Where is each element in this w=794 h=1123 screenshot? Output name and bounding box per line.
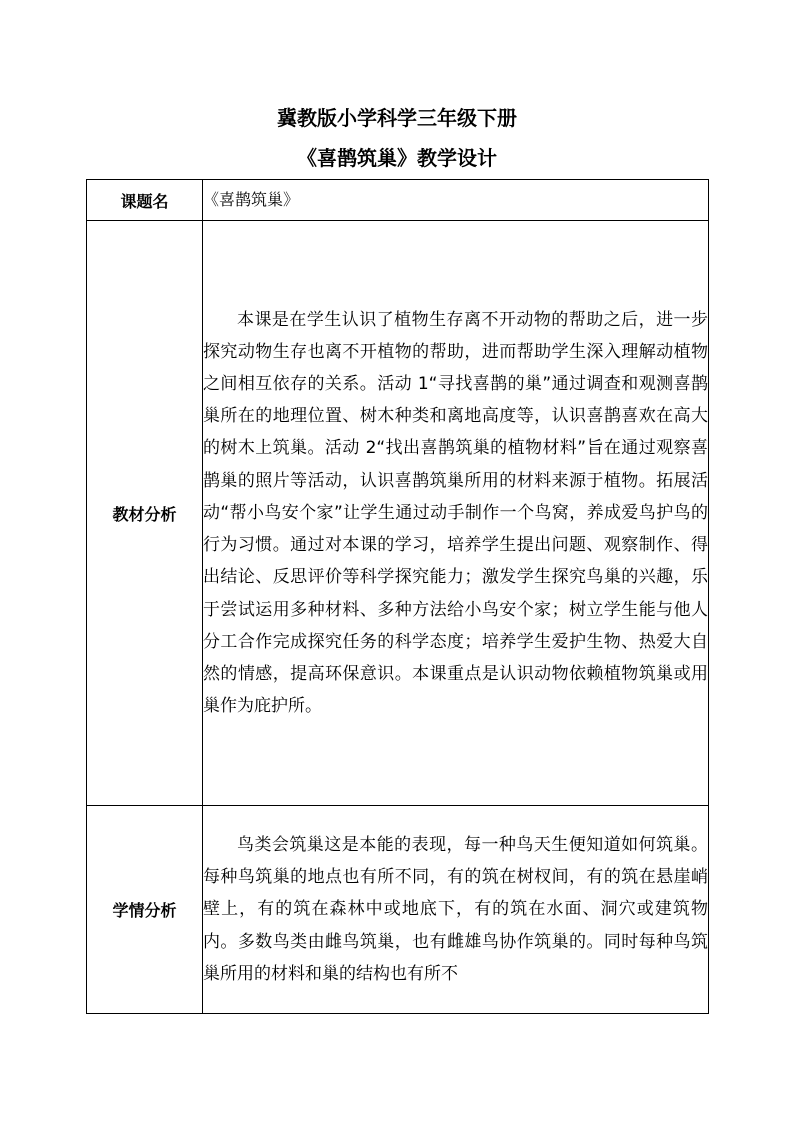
row-label-lesson-title: 课题名 <box>87 180 203 221</box>
student-analysis-paragraph: 鸟类会筑巢这是本能的表现，每一种鸟天生便知道如何筑巢。每种鸟筑巢的地点也有所不同，有的筑在树杈间，有的筑在悬崖峭壁上，有的筑在森林中或地底下，有的筑在水面、洞穴或建筑物内。多数鸟类由雌鸟筑巢，也有雌雄鸟协作筑巢的。同时每种鸟筑巢所用的材料和巢的结构也有所不 <box>203 834 708 984</box>
row-label-textbook-analysis: 教材分析 <box>87 221 203 806</box>
lesson-plan-table <box>86 179 709 1014</box>
row-content-student-analysis <box>203 806 709 1014</box>
textbook-analysis-paragraph: 本课是在学生认识了植物生存离不开动物的帮助之后，进一步探究动物生存也离不开植物的帮助，进而帮助学生深入理解动植物之间相互依存的关系。活动 1“寻找喜鹊的巢”通过调查和观测喜鹊巢所在的地理位置、树木种类和离地高度等，认识喜鹊喜欢在高大的树木上筑巢。活动 2“找出喜鹊筑巢的植物材料”旨在通过观察喜鹊巢的照片等活动，认识喜鹊筑巢所用的材料来源于植物。拓展活动“帮小鸟安个家”让学生通过动手制作一个鸟窝，养成爱鸟护鸟的行为习惯。通过对本课的学习，培养学生提出问题、观察制作、得出结论、反思评价等科学探究能力；激发学生探究鸟巢的兴趣，乐于尝试运用多种材料、多种方法给小鸟安个家；树立学生能与他人分工合作完成探究任务的科学态度；培养学生爱护生物、热爱大自然的情感，提高环保意识。本课重点是认识动物依赖植物筑巢或用巢作为庇护所。 <box>203 309 708 717</box>
row-label-student-analysis: 学情分析 <box>87 806 203 1014</box>
document-title: 冀教版小学科学三年级下册 <box>277 106 517 130</box>
table-row-lesson-title <box>87 180 709 221</box>
table-row-student-analysis <box>87 806 709 1014</box>
row-content-textbook-analysis <box>203 221 709 806</box>
table-row-textbook-analysis <box>87 221 709 806</box>
document-subtitle: 《喜鹊筑巢》教学设计 <box>297 146 497 170</box>
row-content-lesson-title: 《喜鹊筑巢》 <box>203 180 709 221</box>
